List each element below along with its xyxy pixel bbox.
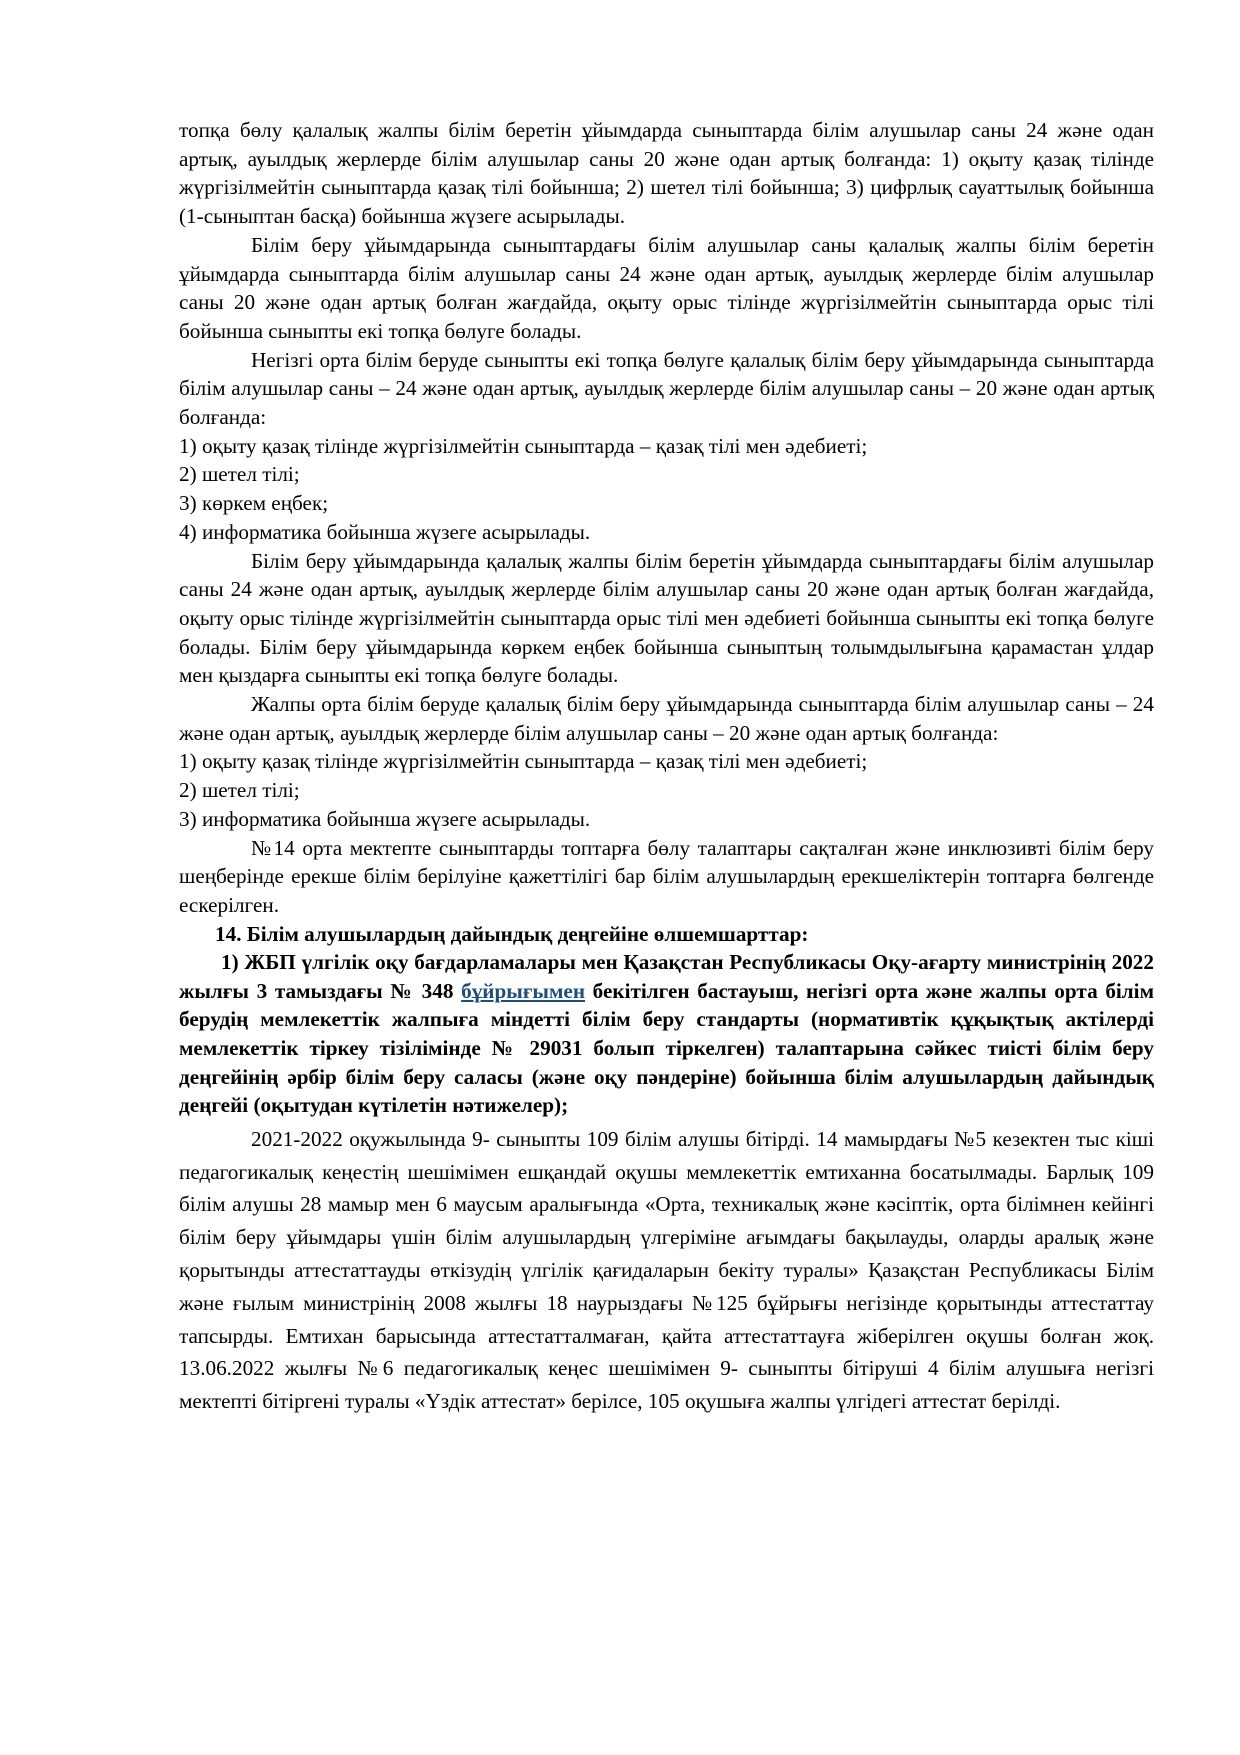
list-item: 1) оқыту қазақ тілінде жүргізілмейтін сыныптарда – қазақ тілі мен әдебиеті; (179, 749, 868, 774)
standards-text-before-link: 1) ЖБП үлгілік оқу бағдарламалары мен Қазақстан Республикасы Оқу-ағарту министрінің 2022 жылғы 3 тамыздағы № 348 (179, 950, 1154, 1003)
document-page (179, 116, 1154, 1418)
standards-text-after-link: бекітілген бастауыш, негізгі орта және жалпы орта білім берудің мемлекеттік жалпыға міндетті білім беру стандарты (нормативтік құқықтық актілерді мемлекеттік тіркеу тізілімінде № 29031 болып тіркелген) талаптарына сәйкес тиісті білім беру деңгейінің әрбір білім беру саласы (және оқу пәндеріне) бойынша білім алушылардың дайындық деңгейі (оқытудан күтілетін нәтижелер); (179, 978, 1154, 1118)
paragraph-russian-language-groups: Білім беру ұйымдарында сыныптардағы білім алушылар саны қалалық жалпы білім беретін ұйымдарда сыныптарда білім алушылар саны 24 және одан артық, ауылдық жерлерде білім алушылар саны 20 және одан артық болған жағдайда, оқыту орыс тілінде жүргізілмейтін сыныптарда орыс тілі бойынша сыныпты екі топқа бөлуге болады. (179, 232, 1154, 343)
paragraph-school-14-groups: №14 орта мектепте сыныптарды топтарға бөлу талаптары сақталған және инклюзивті білім беру шеңберінде ерекше білім берілуіне қажеттілігі бар білім алушылардың ерекшеліктерін топтарға бөлгенде ескерілген. (179, 835, 1154, 917)
list-item: 1) оқыту қазақ тілінде жүргізілмейтін сыныптарда – қазақ тілі мен әдебиеті; (179, 433, 868, 458)
paragraph-group-division: топқа бөлу қалалық жалпы білім беретін ұйымдарда сыныптарда білім алушылар саны 24 және одан артық, ауылдық жерлерде білім алушылар саны 20 және одан артық болғанда: 1) оқыту қазақ тілінде жүргізілмейтін сыныптарда қазақ тілі бойынша; 2) шетел тілі бойынша; 3) цифрлық сауаттылық бойынша (1-сыныптан басқа) бойынша жүзеге асырылады. (179, 118, 1154, 229)
list-item: 3) көркем еңбек; (179, 491, 329, 516)
list-general-secondary-subjects (179, 747, 1154, 833)
list-item: 2) шетел тілі; (179, 462, 300, 487)
paragraph-basic-secondary: Негізгі орта білім беруде сыныпты екі топқа бөлуге қалалық білім беру ұйымдарында сыныптарда білім алушылар саны – 24 және одан артық, ауылдық жерлерде білім алушылар саны – 20 және одан артық болғанда: (179, 347, 1154, 430)
paragraph-standards-criteria (179, 948, 1154, 1120)
paragraph-art-labour-groups: Білім беру ұйымдарында қалалық жалпы білім беретін ұйымдарда сыныптардағы білім алушылар саны 24 және одан артық, ауылдық жерлерде білім алушылар саны 20 және одан артық болған жағдайда, оқыту орыс тілінде жүргізілмейтін сыныптарда орыс тілі мен әдебиеті бойынша сыныпты екі топқа бөлуге болады. Білім беру ұйымдарында көркем еңбек бойынша сыныптың толымдылығына қарамастан ұлдар мен қыздарға сыныпты екі топқа бөлуге болады. (179, 548, 1154, 688)
section-heading-14: 14. Білім алушылардың дайындық деңгейіне өлшемшарттар: (215, 921, 809, 946)
list-basic-secondary-subjects (179, 432, 1154, 547)
list-item: 4) информатика бойынша жүзеге асырылады. (179, 519, 591, 544)
list-item: 2) шетел тілі; (179, 778, 300, 803)
order-link[interactable]: бұйрығымен (461, 978, 586, 1003)
paragraph-final-attestation: 2021-2022 оқужылында 9- сыныпты 109 білім алушы бітірді. 14 мамырдағы №5 кезектен тыс кіші педагогикалық кеңестің шешімімен ешқандай оқушы мемлекеттік емтиханна босатылмады. Барлық 109 білім алушы 28 мамыр мен 6 маусым аралығында «Орта, техникалық және кәсіптік, орта білімнен кейінгі білім беру ұйымдары үшін білім алушылардың үлгеріміне ағымдағы бақылауды, оларды аралық және қорытынды аттестаттауды өткізудің үлгілік қағидаларын бекіту туралы» Қазақстан Республикасы Білім және ғылым министрінің 2008 жылғы 18 наурыздағы №125 бұйрығы негізінде қорытынды аттестаттау тапсырды. Емтихан барысында аттестатталмаған, қайта аттестаттауға жіберілген оқушы болған жоқ. 13.06.2022 жылғы №6 педагогикалық кеңес шешімімен 9- сыныпты бітіруші 4 білім алушыға негізгі мектепті бітіргені туралы «Үздік аттестат» берілсе, 105 оқушыға жалпы үлгідегі аттестат берілді. (179, 1126, 1154, 1414)
list-item: 3) информатика бойынша жүзеге асырылады. (179, 806, 591, 831)
paragraph-general-secondary: Жалпы орта білім беруде қалалық білім беру ұйымдарында сыныптарда білім алушылар саны – 24 және одан артық, ауылдық жерлерде білім алушылар саны – 20 және одан артық болғанда: (179, 692, 1154, 745)
